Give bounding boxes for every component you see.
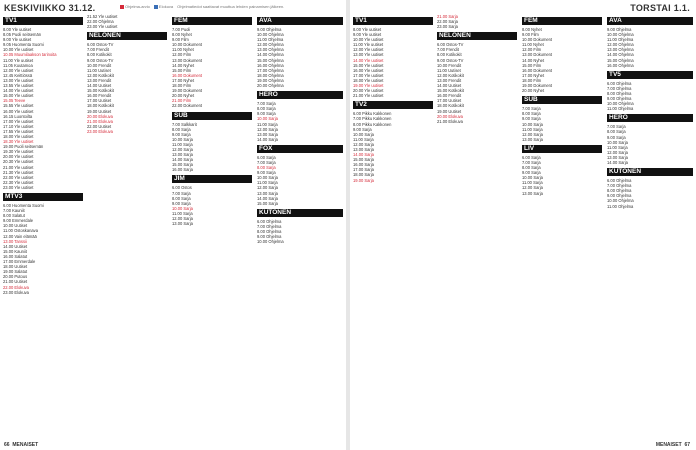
program-listing: 23.00 Sarja <box>437 24 458 30</box>
program-listing: 13.00 Ohjelma <box>257 47 284 53</box>
program-listing: 6.00 Sarja <box>257 154 276 160</box>
program-listing: 9.00 Sarja <box>172 200 191 206</box>
program-listing: 17.00 Yle uutiset <box>3 118 34 124</box>
program-listing: 7.00 Sarja <box>522 106 541 112</box>
program-listing: 7.00 Kauniit <box>3 208 25 214</box>
program-listing: 10.00 Dokument <box>522 37 553 43</box>
program-listing: 7.00 Sarja <box>172 190 191 196</box>
program-listing: 20.00 Nyhet <box>172 93 195 99</box>
channel-header: TV1 <box>353 17 433 25</box>
program-listing: 9.00 Yle uutiset <box>3 37 32 43</box>
program-listing: 13.00 Sarja <box>607 154 628 160</box>
channel-header: TV5 <box>607 71 693 79</box>
program-listing: 10.00 Ohjelma <box>607 32 634 38</box>
program-listing: 9.00 Sarja <box>522 170 541 176</box>
channel-header: MTV3 <box>3 193 83 201</box>
program-listing: 7.00 Sarja <box>607 124 626 130</box>
program-listing: 15.00 Kotikokit <box>437 88 464 94</box>
program-listing: 8.00 Sarja <box>257 106 276 112</box>
program-listing: 21.00 Elokuva <box>437 118 463 124</box>
channel-header: SUB <box>172 112 252 120</box>
program-listing: 17.00 Uutiset <box>87 98 112 104</box>
program-listing: 23.00 Elokuva <box>87 128 113 134</box>
program-listing: 12.00 Sarja <box>522 131 543 137</box>
program-listing: 8.00 Pikku Kakkonen <box>353 121 392 127</box>
film-swatch-icon <box>154 5 158 9</box>
program-listing: 23.00 Yle uutiset <box>3 184 34 190</box>
program-listing: 10.00 Sarja <box>257 175 278 181</box>
program-listing: 13.00 Sarja <box>257 190 278 196</box>
program-listing: 19.00 Dokument <box>522 83 553 89</box>
program-listing: 8.00 Ohjelma <box>607 90 632 96</box>
program-listing: 8.00 Ohjelma <box>257 229 282 234</box>
program-listing: 14.00 Sarja <box>172 157 193 163</box>
program-listing: 23.00 Yle uutiset <box>87 24 118 30</box>
program-listing: 15.00 Sarja <box>257 200 278 206</box>
program-listing: 18.00 Sarja <box>353 172 374 178</box>
program-listing: 9.00 Sarja <box>257 111 276 117</box>
program-listing: 10.00 Frendit <box>437 62 462 68</box>
program-listing: 13.00 Sarja <box>522 190 543 196</box>
program-listing: 18.00 Kotikokit <box>87 103 114 109</box>
program-listing: 19.00 Puoli seitsemän <box>3 144 44 150</box>
program-listing: 22.00 Elokuva <box>3 284 29 290</box>
program-listing: 13.00 Yle uutiset <box>3 77 34 83</box>
program-listing: 14.00 Yle uutiset <box>3 88 34 94</box>
program-listing: 10.00 Yle uutiset <box>353 37 384 43</box>
program-listing: 15.00 Kotikokit <box>87 88 114 94</box>
program-listing: 9.00 Sarja <box>257 170 276 176</box>
program-listing: 12.45 Keittiössä <box>3 72 33 78</box>
program-listing: 16.00 Sarja <box>172 167 193 173</box>
program-listing: 11.00 Sarja <box>353 136 374 142</box>
program-listing: 11.00 Sarja <box>172 141 193 147</box>
program-listing: 11.00 Sarja <box>172 210 193 216</box>
program-listing: 7.00 Sarja <box>257 101 276 107</box>
program-listing: 9.00 Ohjelma <box>607 193 632 199</box>
program-listing: 16.00 Yle uutiset <box>3 108 34 114</box>
program-listing: 8.00 Yle uutiset <box>3 27 32 32</box>
program-listing: 10.00 Sarja <box>172 136 193 142</box>
channel-header: SUB <box>522 96 602 104</box>
program-listing: 7.00 Ohjelma <box>607 85 632 91</box>
program-listing: 12.00 Sarja <box>522 185 543 191</box>
program-listing: 7.00 Pikku Kakkonen <box>353 116 392 122</box>
page-number-right: MENAISET 67 <box>655 442 690 448</box>
program-listing: 16.00 Ohjelma <box>257 62 284 68</box>
program-listing: 12.00 Yle uutiset <box>353 47 384 53</box>
program-listing: 13.00 Frendit <box>437 77 462 83</box>
program-listing: 13.00 Sarja <box>522 136 543 142</box>
program-listing: 6.00 Ohjelma <box>257 218 282 224</box>
program-listing: 12.00 Sarja <box>257 126 278 132</box>
program-listing: 13.00 Sarja <box>172 152 193 158</box>
program-listing: 19.00 Uutiset <box>437 108 462 114</box>
program-listing: 8.00 Sarja <box>522 165 541 171</box>
program-listing: 11.00 Yle uutiset <box>3 57 34 63</box>
program-listing: 9.00 Ohjelma <box>257 27 282 32</box>
program-listing: 17.00 Nyhet <box>172 77 195 83</box>
program-listing: 10.00 Ohjelma <box>257 32 284 38</box>
program-listing: 21.00 Yle uutiset <box>3 164 34 170</box>
program-listing: 21.52 Yle uutiset <box>87 14 118 19</box>
program-listing: 13.00 Dokument <box>522 52 553 58</box>
program-listing: 9.00 Sarja <box>172 131 191 137</box>
program-listing: 8.00 Sarja <box>607 129 626 135</box>
program-listing: 9.00 Ostos-TV <box>87 57 114 63</box>
program-listing: 13.00 Ohjelma <box>607 47 634 53</box>
program-listing: 10.05 Muumilaakson tarinoita <box>3 52 57 58</box>
program-listing: 10.00 Sarja <box>607 139 628 145</box>
program-listing: 14.00 Uutiset <box>3 243 28 249</box>
page-number-left: 66 MENAISET <box>4 442 39 448</box>
program-listing: 9.00 Sarja <box>607 134 626 140</box>
program-listing: 11.00 Nyhet <box>172 47 194 53</box>
program-listing: 11.00 Sarja <box>607 144 628 150</box>
program-listing: 10.00 Uutiset <box>3 223 28 229</box>
program-listing: 11.00 Ohjelma <box>607 203 634 209</box>
program-listing: 10.00 Sarja <box>172 205 193 211</box>
program-listing: 11.00 Ohjelma <box>607 37 634 43</box>
program-listing: 15.00 Sarja <box>353 157 374 163</box>
program-listing: 15.05 Teeve <box>3 98 26 104</box>
program-listing: 14.00 Sarja <box>257 195 278 201</box>
program-listing: 12.00 Yle uutiset <box>3 67 34 73</box>
program-listing: 8.00 Nyhet <box>172 32 192 38</box>
right-page-date-header: TORSTAI 1.1. <box>630 3 690 13</box>
program-listing: 13.00 Sarja <box>257 131 278 137</box>
channel-header: FEM <box>522 17 602 25</box>
channel-header: NELONEN <box>437 32 517 40</box>
program-listing: 12.00 Film <box>172 52 192 58</box>
program-listing: 13.00 Sarja <box>353 146 374 152</box>
program-listing: 19.00 Ohjelma <box>257 77 284 83</box>
program-listing: 16.00 Salatut <box>3 253 28 259</box>
program-listing: 10.00 Sarja <box>353 131 374 137</box>
program-listing: 17.00 Nyhet <box>522 72 545 78</box>
program-listing: 11.00 Sarja <box>257 180 278 186</box>
program-listing: 8.05 Puoli seitsemän <box>3 32 42 38</box>
program-listing: 16.00 Ohjelma <box>607 62 634 68</box>
program-listing: 15.00 Kauniit <box>3 248 27 254</box>
channel-header: AVA <box>257 17 343 25</box>
program-listing: 17.00 Uutiset <box>437 98 462 104</box>
channel-header: HERO <box>257 91 343 99</box>
program-listing: 22.00 Ohjelma <box>87 19 114 25</box>
program-listing: 13.55 Yle uutiset <box>3 83 34 89</box>
program-listing: 16.00 Sarja <box>353 162 374 168</box>
program-listing: 14.00 Ohjelma <box>257 52 284 58</box>
program-listing: 14.00 Nyhet <box>522 57 545 63</box>
program-listing: 10.00 Sarja <box>257 116 278 122</box>
program-listing: 8.00 Kotikokit <box>87 52 112 58</box>
listing-column <box>172 14 252 438</box>
program-listing: 17.55 Yle uutiset <box>3 128 34 134</box>
program-listing: 19.00 Dokument <box>172 88 203 94</box>
program-listing: 12.00 Ohjelma <box>257 42 284 48</box>
listing-column <box>257 14 343 438</box>
program-listing: 6.00 Ostos-TV <box>437 42 464 48</box>
program-listing: 7.00 Sarja <box>257 159 276 165</box>
program-listing: 6.00 Pikku Kakkonen <box>353 111 392 117</box>
legend-rating: Ohjelma-arvio <box>120 4 150 9</box>
program-listing: 10.00 Ohjelma <box>607 101 634 107</box>
program-listing: 11.00 Uutiset <box>437 67 461 73</box>
program-listing: 15.00 Ohjelma <box>257 57 284 63</box>
program-listing: 16.00 Frendit <box>437 93 462 99</box>
program-listing: 21.00 Uutiset <box>3 279 28 285</box>
program-listing: 9.05 Huomenta Suomi <box>3 42 44 48</box>
program-listing: 11.00 Ostoskanava <box>3 228 38 234</box>
program-listing: 10.00 Ohjelma <box>257 239 284 245</box>
program-listing: 22.00 Uutiset <box>87 123 112 129</box>
program-listing: 13.00 Tanssii <box>3 238 27 244</box>
program-listing: 15.00 Yle uutiset <box>3 93 34 99</box>
program-listing: 11.00 Sarja <box>257 121 278 127</box>
program-listing: 13.00 Sarja <box>172 221 193 227</box>
program-listing: 9.00 Film <box>522 32 539 38</box>
program-listing: 12.00 Sarja <box>607 149 628 155</box>
program-listing: 16.15 Luontoilta <box>3 113 33 119</box>
program-listing: 7.00 Frendit <box>437 47 459 53</box>
left-legend <box>120 4 284 9</box>
channel-header: FOX <box>257 145 343 153</box>
program-listing: 9.00 Emmerdale <box>3 218 34 224</box>
program-listing: 14.00 Nyhet <box>172 62 195 68</box>
program-listing: 16.00 Dokument <box>522 67 553 73</box>
program-listing: 10.00 Yle uutiset <box>3 47 34 53</box>
program-listing: 17.00 Ohjelma <box>257 67 284 73</box>
program-listing: 15.00 Ohjelma <box>607 57 634 63</box>
program-listing: 7.00 Ohjelma <box>257 223 282 229</box>
program-listing: 9.00 Ohjelma <box>607 27 632 32</box>
channel-header: FEM <box>172 17 252 25</box>
program-listing: 21.00 Elokuva <box>87 118 113 124</box>
program-listing: 12.00 Sarja <box>257 185 278 191</box>
program-listing: 14.00 Uutiset <box>87 83 112 89</box>
program-listing: 7.00 Frendit <box>87 47 109 53</box>
right-page <box>350 0 696 450</box>
program-listing: 11.00 Sarja <box>522 126 543 132</box>
program-listing: 19.00 Uutiset <box>87 108 112 114</box>
program-listing: 12.00 Kotikokit <box>437 72 464 78</box>
program-listing: 6.00 Ohjelma <box>607 178 632 184</box>
channel-header: AVA <box>607 17 693 25</box>
program-listing: 11.00 Nyhet <box>522 42 544 48</box>
program-listing: 21.00 Sarja <box>437 14 458 19</box>
program-listing: 15.00 Film <box>522 62 542 68</box>
program-listing: 12.00 Vain elämää <box>3 233 37 239</box>
listing-column <box>87 14 167 438</box>
program-listing: 8.00 Sarja <box>172 195 191 201</box>
program-listing: 11.05 Kuutamoa <box>3 62 33 68</box>
program-listing: 12.00 Kotikokit <box>87 72 114 78</box>
program-listing: 19.00 Sarja <box>353 177 374 183</box>
program-listing: 11.00 Ohjelma <box>257 37 284 43</box>
channel-header: HERO <box>607 114 693 122</box>
program-listing: 20.00 Yle uutiset <box>353 88 384 94</box>
channel-header: NELONEN <box>87 32 167 40</box>
program-listing: 19.00 Yle uutiset <box>353 83 384 89</box>
program-listing: 8.00 Ohjelma <box>607 188 632 194</box>
program-listing: 12.00 Sarja <box>172 146 193 152</box>
program-listing: 21.00 Film <box>172 98 192 104</box>
listing-column <box>522 14 602 438</box>
channel-header: LIV <box>522 145 602 153</box>
program-listing: 11.00 Uutiset <box>87 67 111 73</box>
program-listing: 8.00 Salatut <box>3 213 25 219</box>
program-listing: 6.00 Ohjelma <box>607 80 632 86</box>
program-listing: 14.00 Ohjelma <box>607 52 634 58</box>
program-listing: 14.00 Yle uutiset <box>353 57 384 63</box>
program-listing: 8.00 Sarja <box>172 126 191 132</box>
program-listing: 22.00 Yle uutiset <box>3 174 34 180</box>
program-listing: 10.00 Ohjelma <box>607 198 634 204</box>
program-listing: 16.00 Frendit <box>87 93 112 99</box>
program-listing: 18.00 Uutiset <box>3 264 28 270</box>
program-listing: 12.00 Sarja <box>353 141 374 147</box>
program-listing: 19.30 Yle uutiset <box>3 149 34 155</box>
left-page <box>0 0 346 450</box>
program-listing: 9.00 Ohjelma <box>607 96 632 102</box>
program-listing: 11.00 Sarja <box>522 180 543 186</box>
program-listing: 23.00 Elokuva <box>3 289 29 295</box>
program-listing: 9.00 Sarja <box>522 116 541 122</box>
program-listing: 12.00 Ohjelma <box>607 42 634 48</box>
program-listing: 12.00 Sarja <box>172 216 193 221</box>
program-listing: 11.00 Ohjelma <box>607 106 634 112</box>
listing-column <box>353 14 433 438</box>
program-listing: 20.00 Nyhet <box>522 88 545 94</box>
program-listing: 8.00 Nyhet <box>522 27 542 32</box>
program-listing: 10.00 Sarja <box>522 121 543 127</box>
program-listing: 9.00 Film <box>172 37 189 43</box>
program-listing: 7.00 Salkkarit <box>172 121 197 127</box>
program-listing: 21.30 Yle uutiset <box>3 169 34 175</box>
program-listing: 15.55 Yle uutiset <box>3 103 34 109</box>
program-listing: 9.00 Ostos-TV <box>437 57 464 63</box>
listing-column <box>3 14 83 438</box>
rating-swatch-icon <box>120 5 124 9</box>
program-listing: 22.00 Dokument <box>172 103 203 109</box>
program-listing: 7.00 Sarja <box>522 159 541 165</box>
program-listing: 8.00 Yle uutiset <box>353 27 382 32</box>
program-listing: 9.00 Yle uutiset <box>353 32 382 38</box>
program-listing: 8.00 Sarja <box>257 165 276 171</box>
channel-header: JIM <box>172 175 252 183</box>
program-listing: 20.00 Ohjelma <box>257 83 284 89</box>
program-listing: 14.00 Sarja <box>353 152 374 158</box>
program-listing: 18.00 Ohjelma <box>257 72 284 78</box>
program-listing: 10.00 Frendit <box>87 62 112 68</box>
program-listing: 12.00 Film <box>522 47 542 53</box>
program-listing: 17.00 Yle uutiset <box>353 72 384 78</box>
program-listing: 15.00 Sarja <box>172 162 193 168</box>
program-listing: 15.00 Yle uutiset <box>353 62 384 68</box>
program-listing: 18.00 Film <box>172 83 192 89</box>
channel-header: TV2 <box>353 101 433 109</box>
program-listing: 6.00 Ostos <box>172 185 192 191</box>
program-listing: 17.00 Sarja <box>353 167 374 173</box>
legend-note: Ohjelmatiedot saattavat muuttua lehden painamisen jälkeen. <box>177 4 285 9</box>
program-listing: 15.00 Film <box>172 67 192 73</box>
channel-header: KUTONEN <box>257 209 343 217</box>
listing-column <box>607 14 693 438</box>
program-listing: 7.00 Ohjelma <box>607 183 632 189</box>
channel-header: KUTONEN <box>607 168 693 176</box>
program-listing: 22.00 Sarja <box>437 19 458 25</box>
program-listing: 17.00 Emmerdale <box>3 259 36 265</box>
program-listing: 21.00 Yle uutiset <box>353 93 384 99</box>
program-listing: 11.00 Yle uutiset <box>353 42 384 48</box>
program-listing: 10.00 Dokument <box>172 42 203 48</box>
program-listing: 18.00 Kotikokit <box>437 103 464 109</box>
program-listing: 14.00 Uutiset <box>437 83 462 89</box>
program-listing: 9.00 Ohjelma <box>257 234 282 240</box>
program-listing: 13.00 Yle uutiset <box>353 52 384 58</box>
program-listing: 8.00 Sarja <box>522 111 541 117</box>
program-listing: 20.00 Yle uutiset <box>3 154 34 160</box>
program-listing: 14.00 Sarja <box>607 159 628 165</box>
program-listing: 13.00 Dokument <box>172 57 203 63</box>
program-listing: 13.00 Frendit <box>87 77 112 83</box>
program-listing: 18.00 Yle uutiset <box>3 133 34 139</box>
channel-header: TV1 <box>3 17 83 25</box>
program-listing: 14.00 Sarja <box>257 136 278 142</box>
program-listing: 18.30 Yle uutiset <box>3 139 34 145</box>
listing-column <box>437 14 517 438</box>
program-listing: 6.00 Ostos-TV <box>87 42 114 48</box>
program-listing: 20.00 Elokuva <box>437 113 463 119</box>
program-listing: 7.00 Puoli <box>172 27 191 32</box>
program-listing: 9.00 Sarja <box>353 126 372 132</box>
program-listing: 18.00 Film <box>522 77 542 83</box>
program-listing: 18.00 Yle uutiset <box>353 77 384 83</box>
program-listing: 20.00 Elokuva <box>87 113 113 119</box>
program-listing: 19.00 Salatut <box>3 269 28 275</box>
program-listing: 8.00 Kotikokit <box>437 52 462 58</box>
program-listing: 6.00 Sarja <box>522 154 541 160</box>
left-page-date-header: KESKIVIIKKO 31.12. <box>4 3 96 13</box>
program-listing: 10.00 Sarja <box>522 175 543 181</box>
program-listing: 22.30 Yle uutiset <box>3 179 34 185</box>
program-listing: 16.00 Yle uutiset <box>353 67 384 73</box>
program-listing: 6.00 Huomenta Suomi <box>3 203 44 208</box>
program-listing: 20.30 Yle uutiset <box>3 159 34 165</box>
program-listing: 20.00 Putous <box>3 274 28 280</box>
program-listing: 16.00 Dokument <box>172 72 203 78</box>
legend-film: Elokuva <box>154 4 173 9</box>
program-listing: 17.10 Yle uutiset <box>3 123 34 129</box>
